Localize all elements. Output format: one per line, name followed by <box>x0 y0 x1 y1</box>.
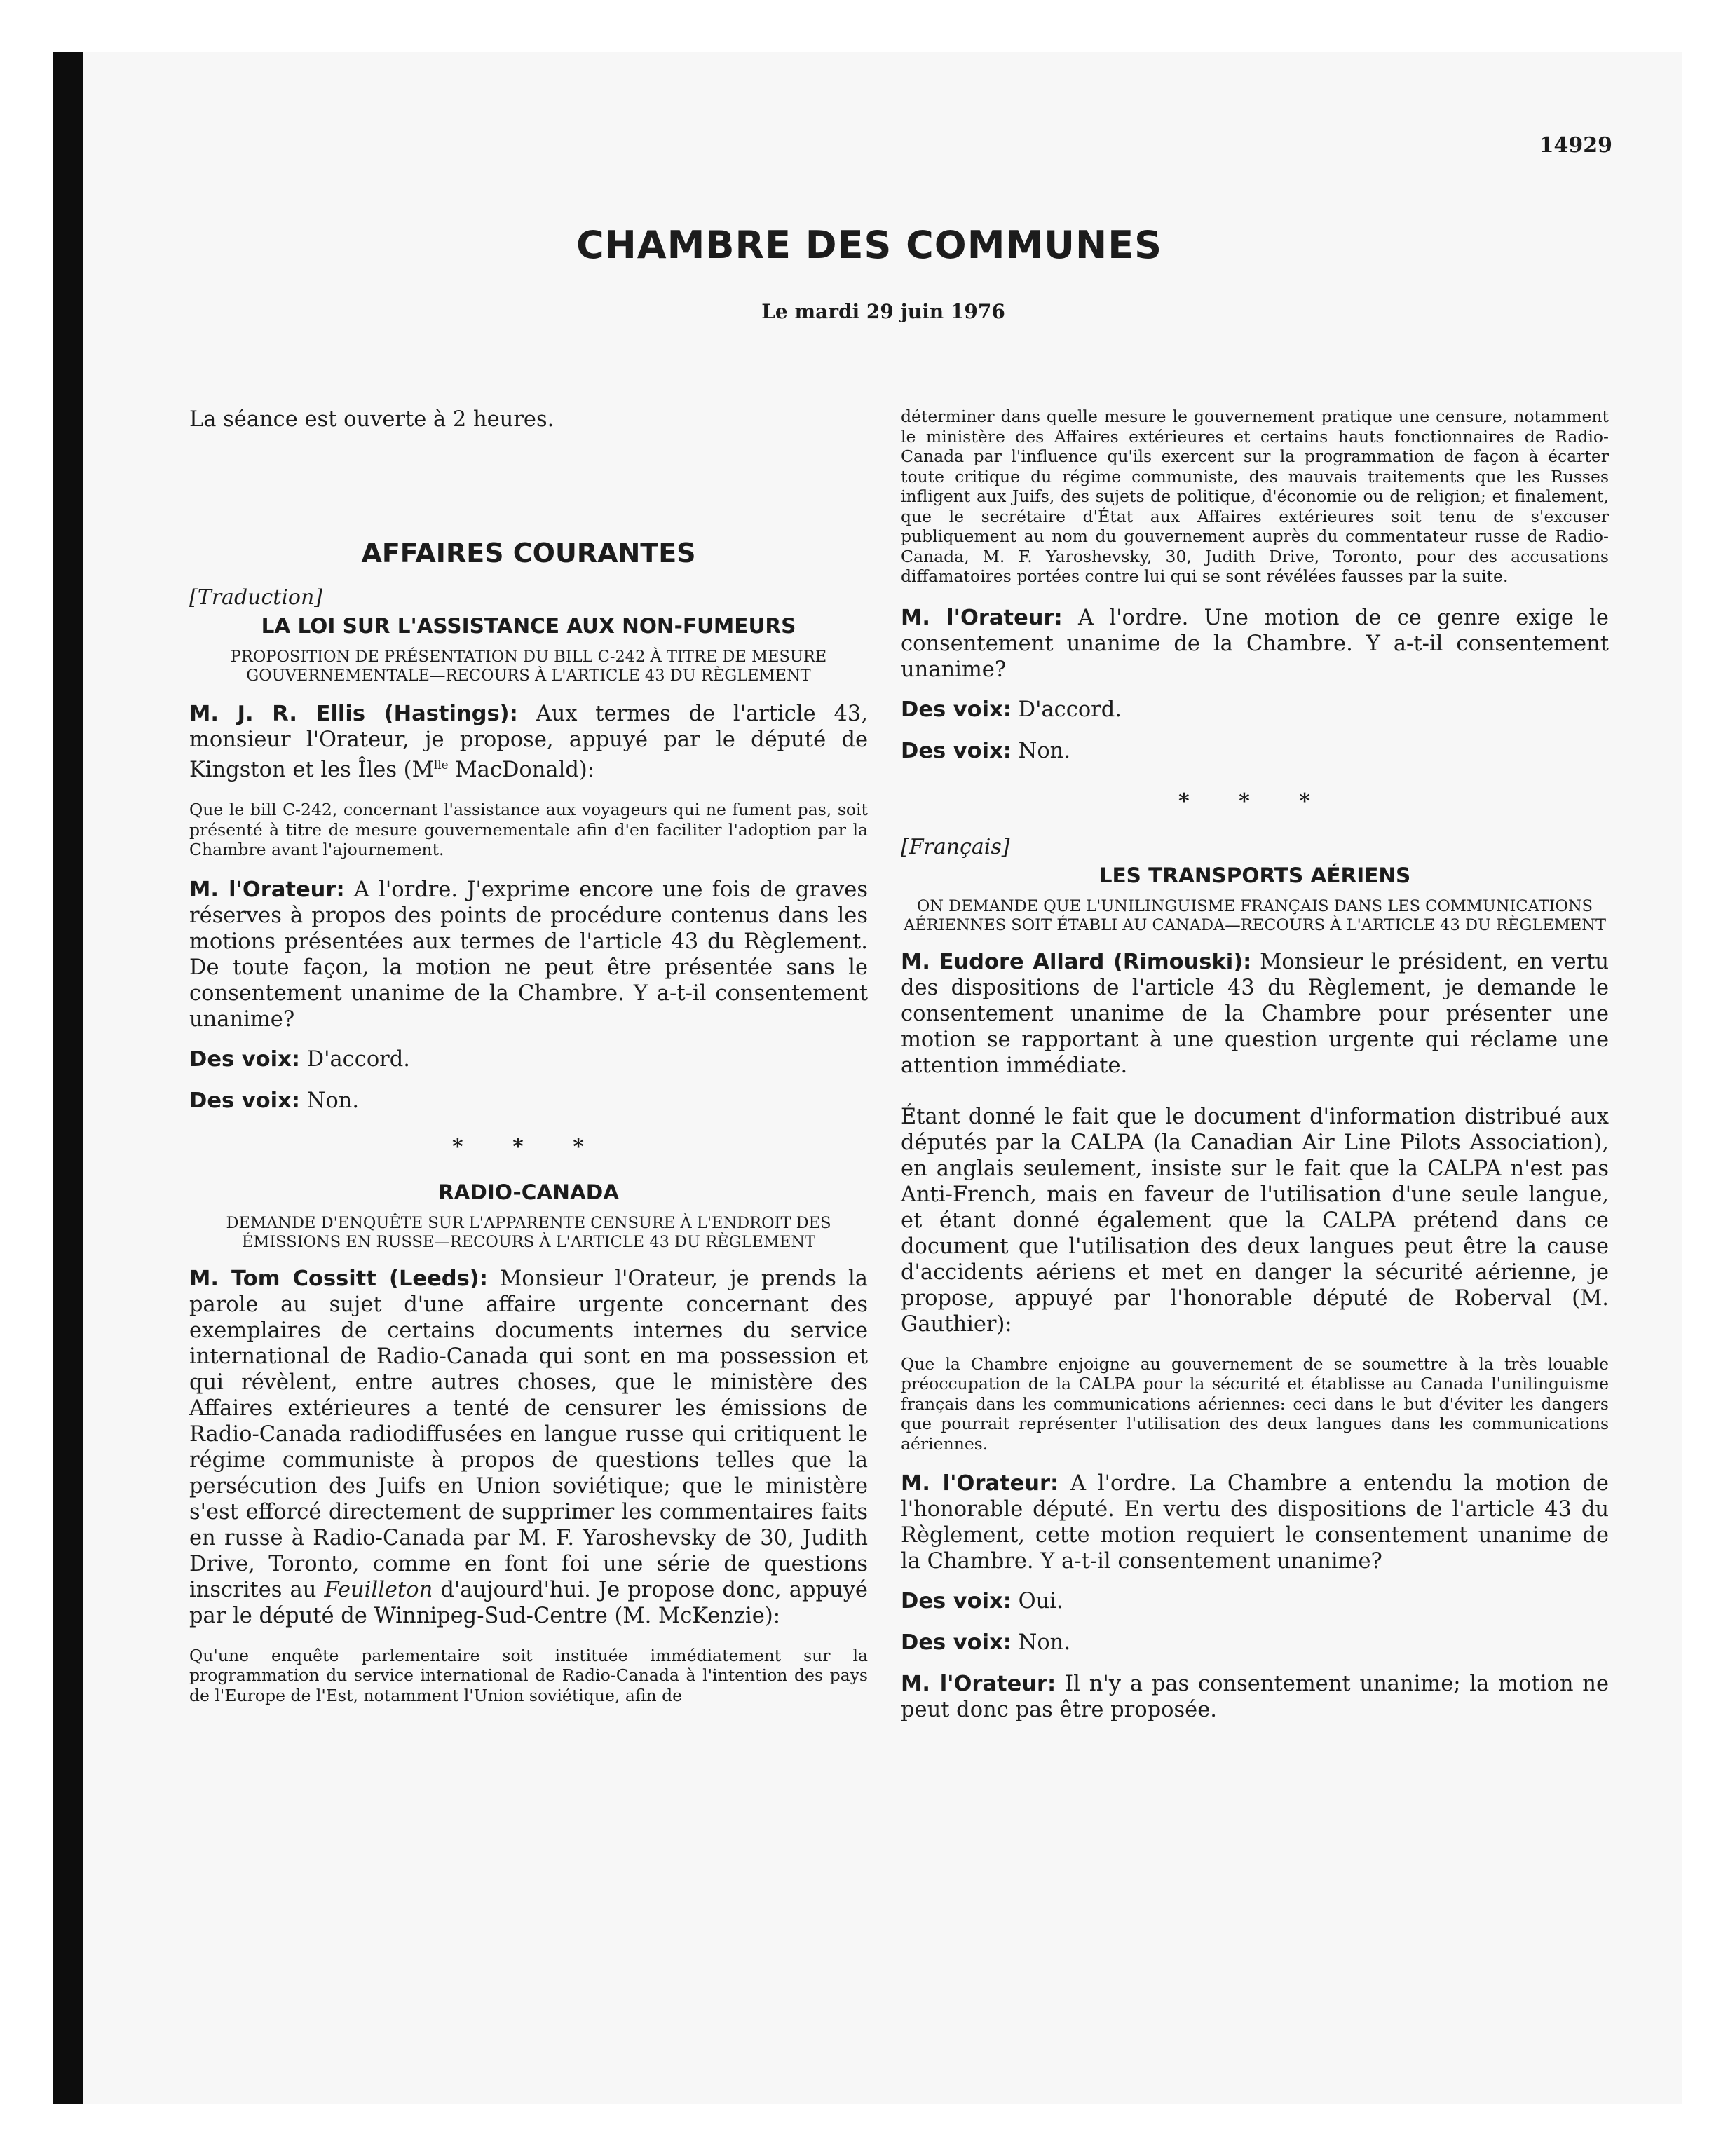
speech-orateur-1: M. l'Orateur: A l'ordre. J'exprime encore une fois de graves réserves à propos des points de procédure contenus dans les motions présentées aux termes de l'article 43 du Règlement. De toute façon, la motion ne peut être présentée sans le consentement unanime de la Chambre. Y a-t-il consentement unanime? <box>189 877 868 1032</box>
speech-allard-para2: Étant donné le fait que le document d'information distribué aux députés par la CALPA (la Canadian Air Line Pilots Association), en anglais seulement, insiste sur le fait que la CALPA n'est pas Anti-French, mais en faveur de l'utilisation d'une seule langue, et étant donné également que la CALPA prétend dans ce document que l'utilisation des deux langues peut être la cause d'accidents aériens et met en danger la sécurité aérienne, je propose, appuyé par l'honorable député de Roberval (M. Gauthier): <box>901 1104 1609 1337</box>
speech-orateur-3: M. l'Orateur: A l'ordre. La Chambre a entendu la motion de l'honorable député. En vertu des dispositions de l'article 43 du Règlement, cette motion requiert le consentement unanime de la Chambre. Y a-t-il consentement unanime? <box>901 1471 1609 1574</box>
voices-oui: Des voix: Oui. <box>901 1589 1063 1613</box>
page-title: CHAMBRE DES COMMUNES <box>576 223 1162 267</box>
speech-allard: M. Eudore Allard (Rimouski): Monsieur le président, en vertu des dispositions de l'article 43 du Règlement, je demande le consentement unanime de la Chambre pour présenter une motion se rapportant à une question urgente qui réclame une attention immédiate. <box>901 949 1609 1078</box>
speech-cossitt: M. Tom Cossitt (Leeds): Monsieur l'Orateur, je prends la parole au sujet d'une affaire urgente concernant des exemplaires de certains documents internes du service international de Radio-Canada qui sont en ma possession et qui révèlent, entre autres choses, que le ministère des Affaires extérieures a tenté de censurer les émissions de Radio-Canada radiodiffusées en langue russe qui critiquent le régime communiste à propos de questions telles que la persécution des Juifs en Union soviétique; que le ministère s'est efforcé directement de supprimer les commentaires faits en russe à Radio-Canada par M. F. Yaroshevsky de 30, Judith Drive, Toronto, comme en font foi une série de questions inscrites au Feuilleton d'aujourd'hui. Je propose donc, appuyé par le député de Winnipeg-Sud-Centre (M. McKenzie): <box>189 1266 868 1628</box>
speaker-allard: M. Eudore Allard (Rimouski): <box>901 949 1252 974</box>
speech-ellis: M. J. R. Ellis (Hastings): Aux termes de l'article 43, monsieur l'Orateur, je propose, appuyé par le député de Kingston et les Îles ($M^{lle}$ MacDonald): <box>189 702 868 783</box>
speaker-orateur: M. l'Orateur: <box>189 877 345 902</box>
voices-accord: Des voix: D'accord. <box>189 1046 410 1072</box>
voices-accord-2: Des voix: D'accord. <box>901 697 1122 722</box>
right-column <box>901 407 1609 1723</box>
section-separator: * * * <box>452 1134 605 1159</box>
session-date: Le mardi 29 juin 1976 <box>761 300 1005 323</box>
sitting-opening: La séance est ouverte à 2 heures. <box>189 407 554 432</box>
speaker-ellis: M. J. R. Ellis (Hastings): <box>189 702 518 726</box>
subheading-censure: DEMANDE D'ENQUÊTE SUR L'APPARENTE CENSURE À L'ENDROIT DES ÉMISSIONS EN RUSSE—RECOURS À L'ARTICLE 43 DU RÈGLEMENT <box>226 1213 831 1251</box>
left-column <box>189 407 868 1705</box>
motion-bill-c242: Que le bill C-242, concernant l'assistance aux voyageurs qui ne fument pas, soit présenté à titre de mesure gouvernementale afin d'en faciliter l'adoption par la Chambre avant l'ajournement. <box>189 800 868 860</box>
subheading-bill-c242: PROPOSITION DE PRÉSENTATION DU BILL C-242 À TITRE DE MESURE GOUVERNEMENTALE—RECOURS À L'ARTICLE 43 DU RÈGLEMENT <box>230 648 827 685</box>
heading-non-fumeurs: LA LOI SUR L'ASSISTANCE AUX NON-FUMEURS <box>261 614 796 638</box>
subheading-unilinguisme: ON DEMANDE QUE L'UNILINGUISME FRANÇAIS DANS LES COMMUNICATIONS AÉRIENNES SOIT ÉTABLI AU CANADA—RECOURS À L'ARTICLE 43 DU RÈGLEMENT <box>904 896 1606 934</box>
voices-non-3: Des voix: Non. <box>901 1630 1071 1655</box>
french-tag: [Français] <box>901 834 1010 859</box>
section-heading: AFFAIRES COURANTES <box>361 538 696 568</box>
voices-non: Des voix: Non. <box>189 1088 360 1113</box>
scan-binding-edge <box>53 52 83 2104</box>
motion-enquete-continued: déterminer dans quelle mesure le gouvernement pratique une censure, notamment le ministère des Affaires extérieures et certains hauts fonctionnaires de Radio-Canada par l'influence qu'ils exercent sur la programmation de façon à écarter toute critique du régime communiste, des mauvais traitements que les Russes infligent aux Juifs, des sujets de politique, d'économie ou de religion; et finalement, que le secrétaire d'État aux Affaires extérieures soit tenu de s'excuser publiquement au nom du gouvernement auprès du commentateur russe de Radio-Canada, M. F. Yaroshevsky, 30, Judith Drive, Toronto, pour des accusations diffamatoires portées contre lui qui se sont révélées fausses par la suite. <box>901 407 1609 586</box>
heading-radio-canada: RADIO-CANADA <box>437 1180 620 1204</box>
motion-enquete-start: Qu'une enquête parlementaire soit instituée immédiatement sur la programmation du service international de Radio-Canada à l'intention des pays de l'Europe de l'Est, notamment l'Union soviétique, afin de <box>189 1645 868 1705</box>
voices-non-2: Des voix: Non. <box>901 738 1071 763</box>
translation-tag: [Traduction] <box>189 585 323 610</box>
section-separator-2: * * * <box>1178 789 1331 814</box>
heading-transports-aeriens: LES TRANSPORTS AÉRIENS <box>1098 863 1411 887</box>
speech-orateur-2: M. l'Orateur: A l'ordre. Une motion de ce genre exige le consentement unanime de la Chambre. Y a-t-il consentement unanime? <box>901 605 1609 682</box>
speech-orateur-4: M. l'Orateur: Il n'y a pas consentement unanime; la motion ne peut donc pas être proposée. <box>901 1672 1609 1722</box>
speaker-cossitt: M. Tom Cossitt (Leeds): <box>189 1266 488 1291</box>
page-number: 14929 <box>1539 133 1612 158</box>
motion-unilinguisme: Que la Chambre enjoigne au gouvernement de se soumettre à la très louable préoccupation de la CALPA pour la sécurité et établisse au Canada l'unilinguisme français dans les communications aériennes: ceci dans le but d'éviter les dangers que pourrait représenter l'utilisation des deux langues dans les communications aériennes. <box>901 1353 1609 1454</box>
